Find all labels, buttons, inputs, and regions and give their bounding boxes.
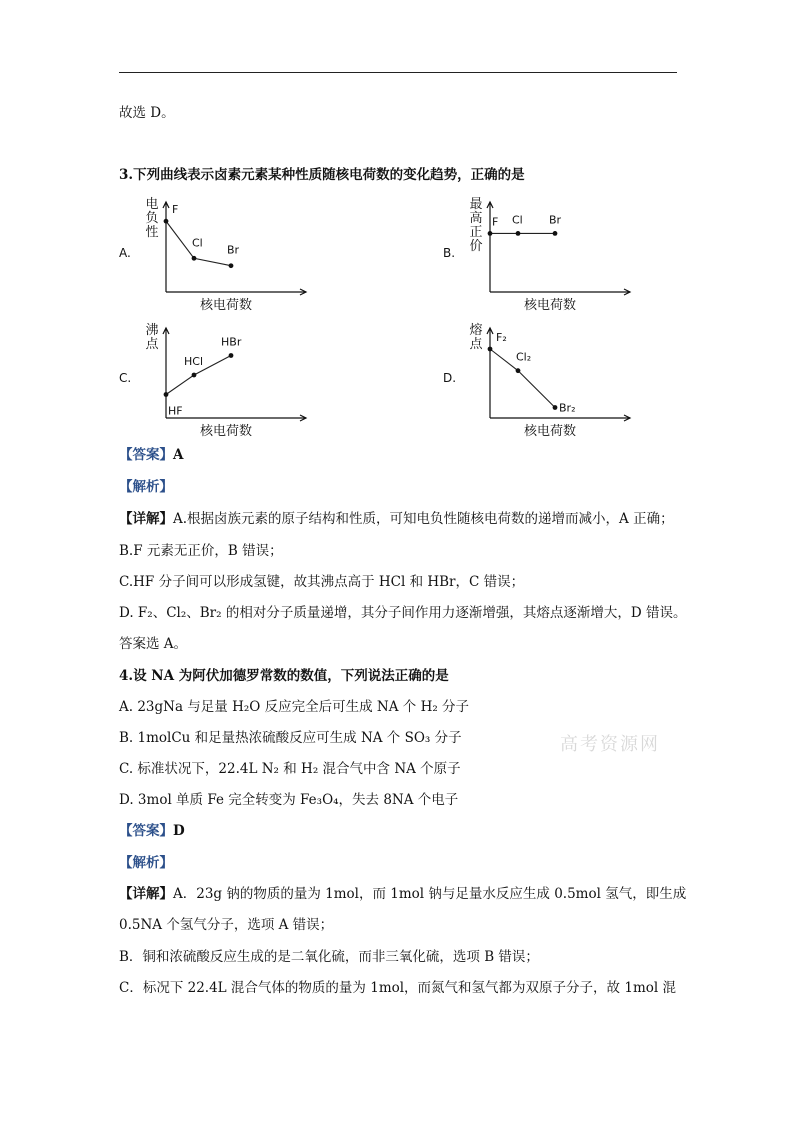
chart-c-svg (138, 322, 338, 440)
chart-d-ylabel-char: 点 (469, 337, 483, 352)
chart-b (462, 196, 662, 314)
chart-a-ylabel-char: 性 (145, 225, 159, 240)
chart-d-point-1 (516, 368, 521, 373)
chart-c-point-1 (192, 373, 197, 378)
chart-a-xlabel: 核电荷数 (199, 298, 253, 313)
chart-d-point-label-1: Cl₂ (516, 350, 532, 364)
q4-detail-line-3: C．标况下 22.4L 混合气体的物质的量为 1mol，而氮气和氢气都为双原子分子，故 1mol 混 (119, 980, 676, 996)
q4-option-c: C. 标准状况下，22.4L N₂ 和 H₂ 混合气中含 NA 个原子 (119, 761, 461, 777)
chart-b-ylabel-char: 高 (469, 211, 483, 226)
chart-b-point-1 (516, 231, 521, 236)
chart-d-xlabel: 核电荷数 (523, 424, 577, 439)
q3-detail-line-0 (119, 509, 674, 529)
chart-b-point-label-0: F (492, 215, 499, 229)
intro-text: 故选 D。 (119, 105, 175, 121)
q4-detail-text-0: A．23g 钠的物质的量为 1mol，而 1mol 钠与足量水反应生成 0.5mol 氢气，即生成 (173, 886, 687, 902)
q3-detail-text-0: A.根据卤族元素的原子结构和性质，可知电负性随核电荷数的递增而减小，A 正确； (173, 511, 674, 527)
chart-d (462, 322, 662, 440)
chart-a-point-2 (229, 263, 234, 268)
chart-a-point-label-2: Br (227, 243, 240, 257)
chart-a (138, 196, 338, 314)
q3-answer-tag: 【答案】 (119, 447, 173, 463)
q4-detail-line-1: 0.5NA 个氢气分子，选项 A 错误； (119, 917, 334, 933)
chart-c-ylabel-char: 点 (145, 337, 159, 352)
q4-analysis-tag (119, 853, 173, 873)
chart-b-svg (462, 196, 662, 314)
chart-b-ylabel-char: 正 (469, 225, 483, 240)
chart-a-point-1 (192, 256, 197, 261)
q3-detail-line-1: B.F 元素无正价，B 错误； (119, 543, 283, 559)
q4-option-b: B. 1molCu 和足量热浓硫酸反应可生成 NA 个 SO₃ 分子 (119, 730, 462, 746)
chart-d-point-2 (553, 405, 558, 410)
chart-a-point-label-1: Cl (192, 236, 203, 250)
header-rule (119, 72, 677, 73)
chart-b-option-label: B. (443, 246, 456, 260)
q3-detail-line-2: C.HF 分子间可以形成氢键，故其沸点高于 HCl 和 HBr，C 错误； (119, 574, 525, 590)
chart-c-point-label-2: HBr (221, 335, 242, 349)
chart-c-point-0 (164, 392, 169, 397)
chart-c-option-label: C. (119, 371, 132, 385)
q4-detail-line-2: B．铜和浓硫酸反应生成的是二氧化硫，而非三氧化硫，选项 B 错误； (119, 949, 539, 965)
q3-detail-tag: 【详解】 (119, 511, 173, 527)
chart-d-option-label: D. (443, 371, 457, 385)
chart-a-svg (138, 196, 338, 314)
chart-c-point-label-1: HCl (184, 355, 204, 368)
q4-detail-tag: 【详解】 (119, 886, 173, 902)
q4-detail-line-0 (119, 884, 686, 904)
chart-d-svg (462, 322, 662, 440)
chart-c-point-label-0: HF (168, 404, 183, 418)
chart-b-point-label-1: Cl (512, 213, 523, 227)
q4-answer-row (119, 821, 185, 841)
chart-c-xlabel: 核电荷数 (199, 424, 253, 439)
q3-detail-line-3: D. F₂、Cl₂、Br₂ 的相对分子质量递增，其分子间作用力逐渐增强，其熔点逐渐增大，D 错误。 (119, 605, 687, 621)
q3-analysis-tag (119, 477, 173, 497)
q4-option-d: D. 3mol 单质 Fe 完全转变为 Fe₃O₄，失去 8NA 个电子 (119, 792, 459, 808)
chart-c-point-2 (229, 353, 234, 358)
chart-b-point-2 (553, 231, 558, 236)
q3-answer-row (119, 445, 183, 465)
q4-option-a: A. 23gNa 与足量 H₂O 反应完全后可生成 NA 个 H₂ 分子 (119, 699, 470, 715)
chart-c-ylabel-char: 沸 (145, 323, 159, 338)
chart-d-point-label-2: Br₂ (559, 401, 576, 415)
chart-a-ylabel-char: 负 (145, 211, 159, 226)
chart-a-point-0 (164, 219, 169, 224)
watermark-text: 高考资源网 (560, 734, 660, 755)
q4-answer-value: D (173, 823, 185, 839)
chart-b-xlabel: 核电荷数 (523, 298, 577, 313)
chart-a-ylabel-char: 电 (145, 197, 159, 212)
chart-a-point-label-0: F (172, 203, 179, 217)
chart-d-ylabel-char: 熔 (469, 323, 483, 338)
chart-d-point-label-0: F₂ (496, 331, 507, 344)
question-4-stem: 4.设 NA 为阿伏加德罗常数的数值，下列说法正确的是 (119, 668, 449, 684)
chart-d-point-0 (488, 347, 493, 352)
chart-a-option-label: A. (119, 246, 131, 260)
q4-answer-tag: 【答案】 (119, 823, 173, 839)
chart-b-ylabel-char: 价 (469, 239, 483, 254)
chart-b-point-0 (488, 231, 493, 236)
q3-analysis-label: 【解析】 (119, 479, 173, 495)
q3-answer-value: A (173, 447, 184, 463)
chart-c (138, 322, 338, 440)
chart-b-point-label-2: Br (549, 213, 562, 227)
chart-b-ylabel-char: 最 (469, 197, 483, 212)
q4-analysis-label: 【解析】 (119, 855, 173, 871)
q3-detail-line-4: 答案选 A。 (119, 636, 188, 652)
question-3-stem: 3.下列曲线表示卤素元素某种性质随核电荷数的变化趋势，正确的是 (119, 167, 525, 183)
